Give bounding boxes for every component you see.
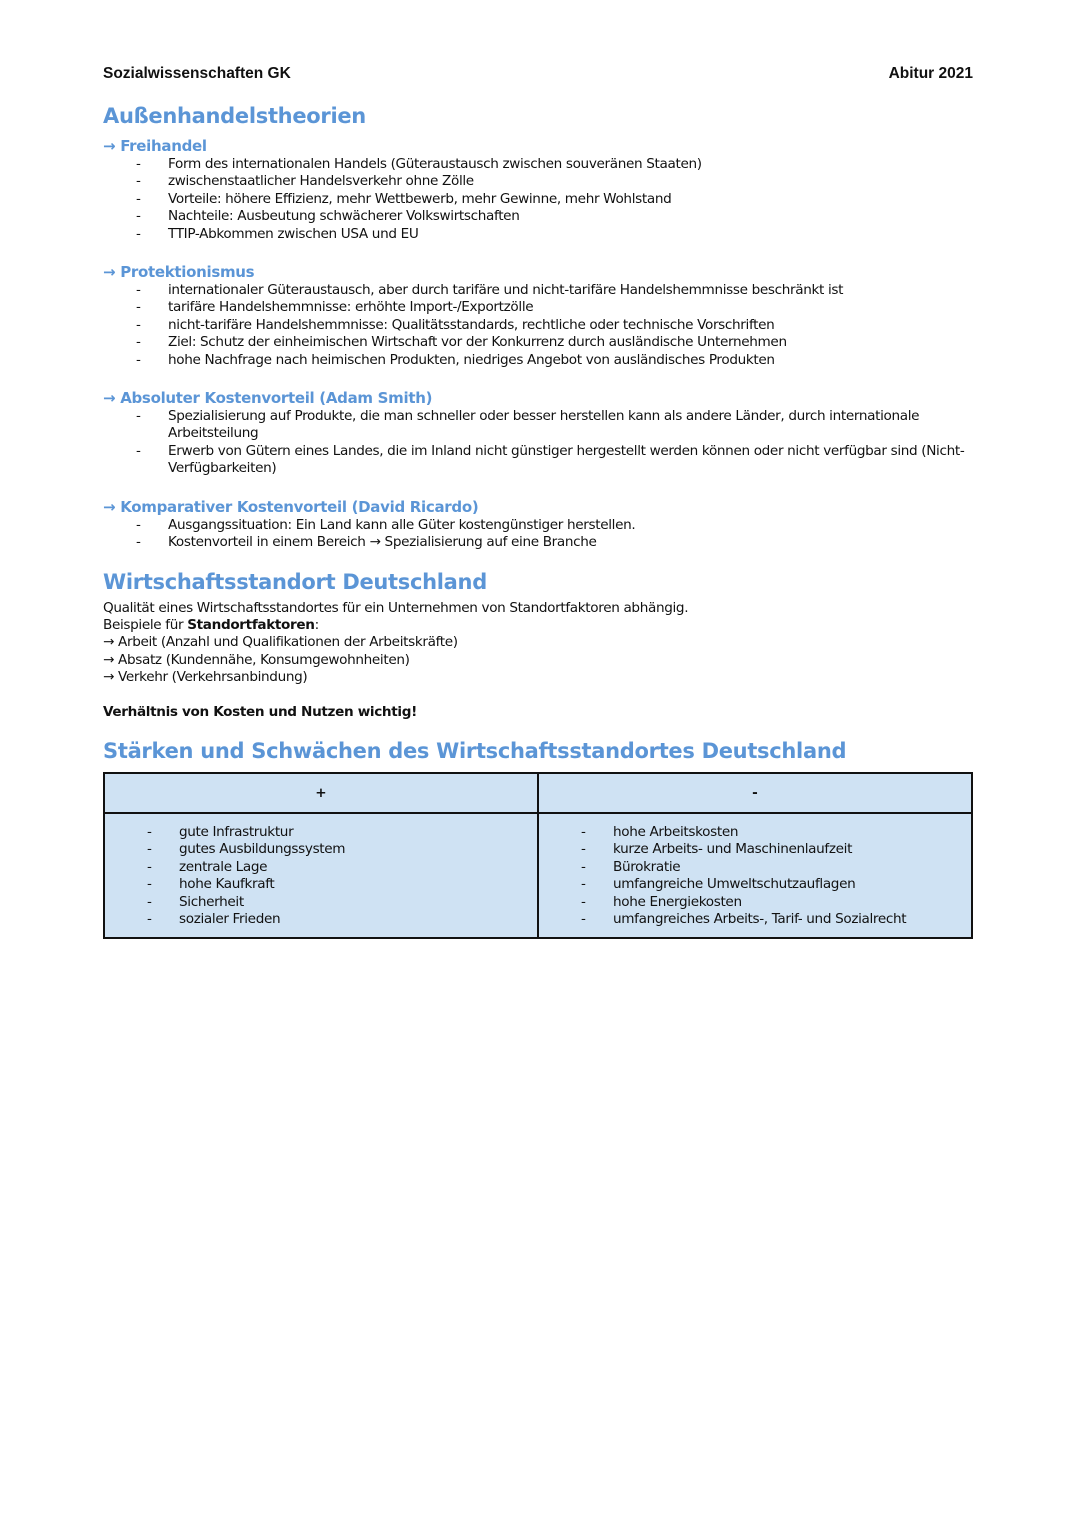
list-item — [103, 408, 973, 443]
list-item — [105, 911, 537, 928]
list-item — [103, 173, 973, 190]
list-item-text: hohe Kaufkraft — [179, 876, 275, 893]
list-item-text: gutes Ausbildungssystem — [179, 841, 346, 858]
standort-line2: Beispiele für Standortfaktoren: — [103, 616, 319, 633]
subsection-list — [103, 408, 973, 478]
dash-bullet: - — [147, 858, 152, 875]
list-item-text: hohe Nachfrage nach heimischen Produkten, niedriges Angebot von ausländisches Produkten — [168, 351, 775, 368]
list-item — [105, 841, 537, 858]
list-item — [103, 443, 973, 478]
strengths-cell — [104, 813, 538, 938]
aussenhandel-subsections — [103, 136, 973, 552]
subject-label: Sozialwissenschaften GK — [103, 65, 291, 82]
list-item — [103, 534, 973, 551]
list-item-text: hohe Arbeitskosten — [613, 823, 739, 840]
dash-bullet: - — [581, 858, 586, 875]
list-item — [103, 299, 973, 316]
dash-bullet: - — [136, 282, 141, 299]
dash-bullet: - — [147, 823, 152, 840]
table-body-row — [104, 813, 972, 938]
standort-text — [103, 600, 973, 721]
subsection-list — [103, 156, 973, 243]
dash-bullet: - — [147, 893, 152, 910]
dash-bullet: - — [581, 841, 586, 858]
standort-factor: → Arbeit (Anzahl und Qualifikationen der Arbeitskräfte) — [103, 634, 458, 651]
dash-bullet: - — [581, 910, 586, 927]
dash-bullet: - — [136, 225, 141, 242]
subsection — [103, 388, 973, 478]
section-title-staerken: Stärken und Schwächen des Wirtschaftsstandortes Deutschland — [103, 738, 847, 763]
list-item-text: Sicherheit — [179, 893, 244, 910]
list-item-text: umfangreiche Umweltschutzauflagen — [613, 876, 856, 893]
list-item-text: Bürokratie — [613, 858, 681, 875]
standort-factor: → Verkehr (Verkehrsanbindung) — [103, 669, 308, 686]
subsection-title: → Freihandel — [103, 137, 207, 155]
dash-bullet: - — [147, 876, 152, 893]
subsection-list — [103, 517, 973, 552]
list-item — [105, 876, 537, 893]
subsection-title: → Absoluter Kostenvorteil (Adam Smith) — [103, 389, 433, 408]
standort-factors — [103, 634, 973, 686]
list-item — [105, 824, 537, 841]
list-item-text: umfangreiches Arbeits-, Tarif- und Sozialrecht — [613, 910, 907, 927]
dash-bullet: - — [136, 534, 141, 551]
list-item — [103, 226, 973, 243]
dash-bullet: - — [136, 516, 141, 533]
dash-bullet: - — [136, 442, 141, 459]
standort-note: Verhältnis von Kosten und Nutzen wichtig! — [103, 703, 417, 720]
list-item — [539, 894, 971, 911]
dash-bullet: - — [136, 299, 141, 316]
list-item-text: gute Infrastruktur — [179, 823, 294, 840]
list-item-text: Erwerb von Gütern eines Landes, die im Inland nicht günstiger hergestellt werden können oder nicht verfügbar sind (Nicht-Verfügbarkeiten) — [168, 442, 965, 477]
list-item — [539, 824, 971, 841]
dash-bullet: - — [136, 334, 141, 351]
list-item-text: TTIP-Abkommen zwischen USA und EU — [168, 225, 419, 242]
subsection — [103, 497, 973, 552]
list-item-text: Nachteile: Ausbeutung schwächerer Volkswirtschaften — [168, 208, 520, 225]
list-item-text: Ziel: Schutz der einheimischen Wirtschaft vor der Konkurrenz durch ausländische Unternehmen — [168, 334, 787, 351]
list-item-text: internationaler Güteraustausch, aber durch tarifäre und nicht-tarifäre Handelshemmnisse beschränkt ist — [168, 282, 844, 299]
dash-bullet: - — [136, 316, 141, 333]
list-item — [105, 859, 537, 876]
section-title-aussenhandel: Außenhandelstheorien — [103, 104, 366, 128]
dash-bullet: - — [147, 910, 152, 927]
list-item-text: tarifäre Handelshemmnisse: erhöhte Import-/Exportzölle — [168, 299, 534, 316]
list-item — [103, 352, 973, 369]
dash-bullet: - — [581, 876, 586, 893]
list-item-text: Spezialisierung auf Produkte, die man schneller oder besser herstellen kann als andere Länder, durch internationale Arbeitsteilung — [168, 408, 920, 442]
strengths-list — [105, 824, 537, 928]
list-item — [539, 859, 971, 876]
list-item — [103, 282, 973, 299]
exam-label: Abitur 2021 — [888, 65, 973, 82]
list-item-text: nicht-tarifäre Handelshemmnisse: Qualitätsstandards, rechtliche oder technische Vorschriften — [168, 316, 775, 333]
plus-header: + — [104, 773, 538, 813]
subsection — [103, 136, 973, 243]
list-item — [103, 191, 973, 208]
table-header-row — [104, 773, 972, 813]
dash-bullet: - — [136, 208, 141, 225]
list-item — [103, 334, 973, 351]
subsection-list — [103, 282, 973, 369]
dash-bullet: - — [136, 156, 141, 172]
dash-bullet: - — [581, 823, 586, 840]
dash-bullet: - — [136, 351, 141, 368]
list-item-text: zwischenstaatlicher Handelsverkehr ohne Zölle — [168, 173, 474, 190]
standort-line1: Qualität eines Wirtschaftsstandortes für ein Unternehmen von Standortfaktoren abhängig. — [103, 599, 689, 616]
dash-bullet: - — [136, 408, 141, 425]
dash-bullet: - — [136, 173, 141, 190]
dash-bullet: - — [136, 190, 141, 207]
list-item — [103, 517, 973, 534]
list-item — [539, 876, 971, 893]
list-item-text: zentrale Lage — [179, 858, 268, 875]
minus-header: - — [538, 773, 972, 813]
strengths-weaknesses-table — [103, 772, 973, 939]
list-item — [103, 208, 973, 225]
weaknesses-cell — [538, 813, 972, 938]
section-title-standort: Wirtschaftsstandort Deutschland — [103, 569, 487, 594]
list-item-text: Form des internationalen Handels (Güteraustausch zwischen souveränen Staaten) — [168, 156, 702, 172]
list-item — [103, 156, 973, 173]
list-item — [103, 317, 973, 334]
list-item-text: kurze Arbeits- und Maschinenlaufzeit — [613, 841, 853, 858]
list-item-text: Vorteile: höhere Effizienz, mehr Wettbewerb, mehr Gewinne, mehr Wohlstand — [168, 190, 672, 207]
page-content — [103, 103, 973, 939]
subsection — [103, 262, 973, 369]
list-item — [105, 894, 537, 911]
list-item-text: Kostenvorteil in einem Bereich → Spezialisierung auf eine Branche — [168, 534, 597, 551]
list-item-text: sozialer Frieden — [179, 910, 281, 927]
list-item — [539, 841, 971, 858]
dash-bullet: - — [581, 893, 586, 910]
subsection-title: → Protektionismus — [103, 263, 255, 282]
list-item-text: Ausgangssituation: Ein Land kann alle Güter kostengünstiger herstellen. — [168, 516, 636, 533]
weaknesses-list — [539, 824, 971, 928]
page-header — [103, 65, 973, 85]
standort-factor: → Absatz (Kundennähe, Konsumgewohnheiten) — [103, 651, 410, 668]
subsection-title: → Komparativer Kostenvorteil (David Ricardo) — [103, 497, 479, 516]
dash-bullet: - — [147, 841, 152, 858]
list-item — [539, 911, 971, 928]
list-item-text: hohe Energiekosten — [613, 893, 742, 910]
